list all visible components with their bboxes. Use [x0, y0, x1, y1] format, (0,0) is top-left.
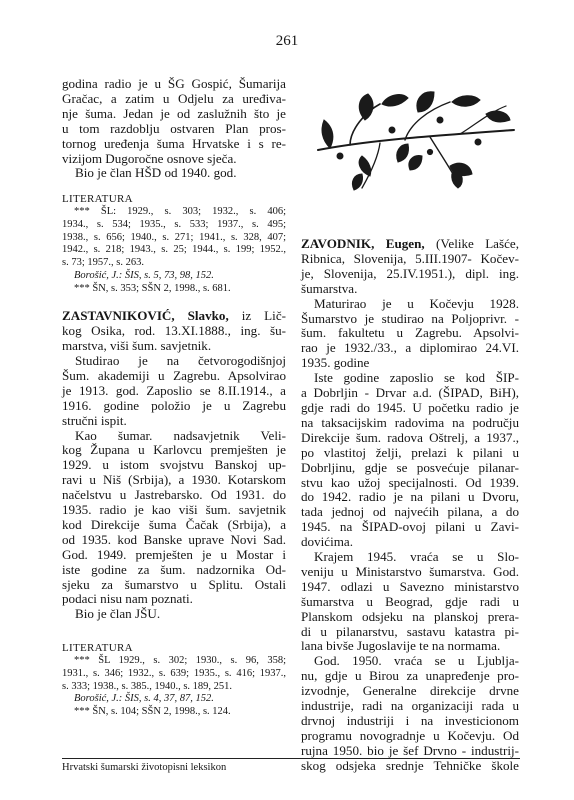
text-line: veniju u Ministarstvo šumarstva. God.	[301, 563, 519, 579]
literature-line: 1934., s. 534; 1935., s. 533; 1937., s. 495;	[62, 219, 286, 231]
text-line: šumarstva u Beograd, gdje radi u	[301, 593, 519, 609]
text-line: Iste godine zaposlio se kod ŠIP-	[314, 370, 519, 386]
text-line: sjeku za šumarstvo u Splitu. Ostali	[62, 576, 286, 592]
entry-name: ZASTAVNIKOVIĆ, Slavko,	[62, 308, 229, 324]
text-line: iste godine za šum. nadzornika Od-	[62, 561, 286, 577]
text-line: do 1942. radio je na pilani u Dvoru,	[301, 489, 519, 505]
text-line: tornog uređenja šuma Hrvatske i s re-	[62, 135, 286, 151]
text-line: industrije, radi na organizaciji rada u	[301, 698, 519, 714]
text-line: načelstvu u Jastrebarsko. Od 1931. do	[62, 487, 286, 503]
entry-header-line	[301, 237, 519, 252]
text-line: God. 1949. premješten je u Mostar i	[62, 546, 286, 562]
text-line: je 1913. god. Zaposlio se 8.II.1914., a	[62, 382, 286, 398]
text-line: u tom razdoblju ostvaren Plan pros-	[62, 120, 286, 136]
text-line: rujna 1950. bio je šef Drvno - industrij-	[301, 742, 519, 758]
text-line: Planskom odsjeku na planskoj prera-	[301, 608, 519, 624]
text-line: 1935. radio je kao viši šum. savjetnik	[62, 502, 286, 518]
literature-list	[62, 206, 286, 295]
text-line: gdje radi do 1945. U početku radio je	[301, 399, 519, 415]
text-line: rao je 1932./33., a diplomirao 24.VI.	[301, 340, 519, 356]
text-line: Bio je član JŠU.	[75, 606, 161, 622]
intro-paragraph	[62, 77, 286, 181]
text-line: tada jednoj od najvećih pilana, a do	[301, 504, 519, 520]
text-line: je, Slovenija, 25.IV.1951.), dipl. ing.	[301, 265, 519, 281]
text-line: na taksacijskim radovima na području	[301, 414, 519, 430]
text-line: God. 1950. vraća se u Ljublja-	[314, 653, 519, 669]
text-line: lana bivše Jugoslavije te na normama.	[301, 638, 501, 654]
literature-line: *** ŠL 1929., s. 302; 1930., s. 96, 358;	[74, 655, 286, 667]
literature-line: Borošić, J.: ŠIS, s. 5, 73, 98, 152.	[74, 269, 214, 281]
text-line: Krajem 1945. vraća se u Slo-	[314, 549, 519, 565]
left-column	[62, 77, 286, 719]
text-line: Studirao je na četvorogodišnjoj	[75, 352, 286, 368]
text-line: 1935. godine	[301, 355, 370, 371]
text-line: Ribnica, Slovenija, 5.III.1907- Kočev-	[301, 250, 519, 266]
text-line: Gračac, a zatim u Odjelu za uređiva-	[62, 90, 286, 106]
literature-line: *** ŠL: 1929., s. 303; 1932., s. 406;	[74, 206, 286, 218]
text-line: po vlastitoj želji, prelazi k pilani u	[301, 444, 519, 460]
literature-line: *** ŠN, s. 353; SŠN 2, 1998., s. 681.	[74, 282, 231, 294]
text-line: nje šuma. Jedan je od zaslužnih što je	[62, 105, 286, 121]
page-number: 261	[275, 33, 299, 49]
text-line: programu novogradnje u Kočevju. Od	[301, 727, 519, 743]
literature-list	[62, 655, 286, 719]
text-line: 1945. na ŠIPAD-ovoj pilani u Zavi-	[301, 519, 519, 535]
text-line: Dobrljinu, gdje se posvećuje pilanar-	[301, 459, 519, 475]
literature-line: s. 333; 1938., s. 385., 1940., s. 189, 251.	[62, 680, 233, 692]
text-line: šumarstva.	[301, 280, 358, 296]
text-line: nu, gdje u Birou za unapređenje pro-	[301, 668, 519, 684]
literature-line: 1942., s. 218; 1943., s. 25; 1944., s. 199; 1952.,	[62, 244, 286, 256]
text-line: kog Župana u Karlovcu premješten je	[62, 442, 286, 458]
literature-heading: LITERATURA	[62, 193, 133, 206]
text-line: stručni ispit.	[62, 412, 127, 428]
oak-branch-ornament	[310, 90, 520, 200]
text-line: ravi u Niš (Srbija), a 1930. Kotarskom	[62, 472, 286, 488]
text-line: Šum. akademiji u Zagrebu. Apsolvirao	[62, 367, 286, 383]
right-column	[301, 237, 519, 774]
literature-line: 1931., s. 346; 1932., s. 639; 1935., s. 416; 1937.,	[62, 668, 286, 679]
entry-header-line	[62, 309, 286, 324]
entry-name: ZAVODNIK, Eugen,	[301, 236, 425, 251]
text-line: vizijom Dugoročne osnove sječa.	[62, 150, 237, 166]
text-line: 1916. godine položio je u Zagrebu	[62, 397, 286, 413]
text-line: godina radio je u ŠG Gospić, Šumarija	[62, 76, 286, 91]
text-line: stvu kao užoj specijalnosti. Od 1939.	[301, 474, 519, 490]
text-line: kog Osika, rod. 13.XI.1888., ing. šu-	[62, 323, 286, 339]
text-span: (Velike Lašće,	[436, 236, 519, 251]
entry-zavodnik	[301, 237, 519, 774]
text-line: kod Direkcije šuma Čačak (Srbija), a	[62, 516, 286, 532]
text-line: 1929. u istom svojstvu Banskoj up-	[62, 457, 286, 473]
text-line: marstva, viši šum. savjetnik.	[62, 338, 212, 354]
text-line: Šumarstvo je studirao na Poljoprivr. -	[301, 310, 519, 326]
literature-line: *** ŠN, s. 104; SŠN 2, 1998., s. 124.	[74, 706, 231, 718]
text-line: od 1935. kod Banske uprave Novi Sad.	[62, 531, 286, 547]
text-line: podaci nisu nam poznati.	[62, 591, 193, 607]
literature-line: 1938., s. 656; 1940., s. 271; 1941., s. 328, 407;	[62, 231, 286, 243]
text-line: izvodnje, Generalne direkcije drvne	[301, 683, 519, 699]
text-line: Maturirao je u Kočevju 1928.	[314, 295, 519, 311]
running-footer: Hrvatski šumarski životopisni leksikon	[62, 762, 227, 773]
literature-line: s. 73; 1957., s. 263.	[62, 257, 144, 269]
entry-zastavnikovic	[62, 309, 286, 622]
text-line: Kao šumar. nadsavjetnik Veli-	[75, 427, 286, 443]
literature-heading: LITERATURA	[62, 642, 133, 655]
text-line: skog odsjeka srednje Tehničke škole	[301, 757, 519, 773]
text-line: di u pilanarstvu, sastavu katastra pi-	[301, 623, 519, 639]
text-line: 1947. odlazi u Savezno ministarstvo	[301, 578, 519, 594]
text-line: a Dobrljin - Drvar a.d. (ŠIPAD, BiH),	[301, 385, 519, 401]
footer-rule	[62, 758, 520, 759]
text-line: Direkcije šum. radova Oštrelj, a 1937.,	[301, 429, 519, 445]
text-line: Bio je član HŠD od 1940. god.	[75, 165, 237, 181]
text-span: iz Lič-	[241, 308, 286, 324]
text-line: dovićima.	[301, 534, 353, 550]
text-line: drvnoj industriji i na investicionom	[301, 713, 519, 728]
text-line: šum. fakultetu u Zagrebu. Apsolvi-	[301, 325, 519, 341]
literature-line: Borošić, J.: ŠIS, s. 4, 37, 87, 152.	[74, 693, 214, 705]
